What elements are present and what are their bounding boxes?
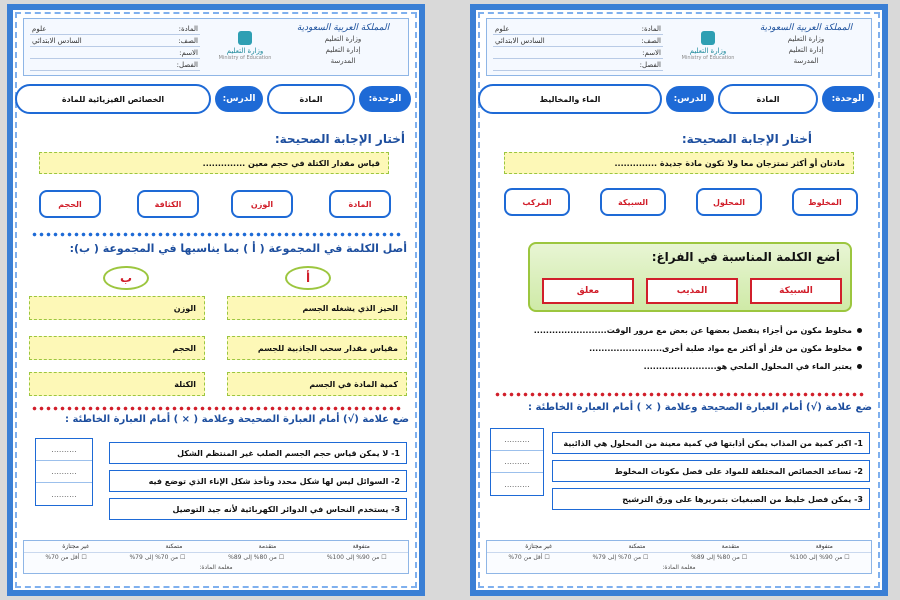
match-item-b[interactable]: الحجم xyxy=(29,336,205,360)
ministry-logo-icon xyxy=(701,31,715,45)
choice-option[interactable]: الحجم xyxy=(39,190,101,218)
field-value: علوم xyxy=(32,25,47,33)
lesson-label: الدرس: xyxy=(666,86,714,112)
bullet-icon xyxy=(857,364,862,369)
fill-sentence[interactable] xyxy=(644,362,862,371)
lesson-label: الدرس: xyxy=(215,86,263,112)
answer-cell[interactable]: .......... xyxy=(36,439,92,461)
choose-section-title: أختار الإجابة الصحيحة: xyxy=(274,132,405,146)
bullet-icon xyxy=(857,328,862,333)
grade-checkbox[interactable]: ☐ من 90% إلى 100% xyxy=(326,554,387,561)
word-bank-item[interactable]: معلق xyxy=(542,278,634,304)
fill-sentence-text: مخلوط مكون من أجزاء ينفصل بعضها عن بعض مع مرور الوقت........................ xyxy=(533,326,852,335)
answer-cell[interactable]: .......... xyxy=(51,489,77,499)
school-label: المدرسة xyxy=(330,57,356,65)
worksheet-page-physical-properties xyxy=(7,4,425,596)
match-item-b[interactable]: الكتلة xyxy=(29,372,205,396)
grade-level: متقدمة xyxy=(721,543,740,550)
choice-options xyxy=(496,188,862,218)
true-false-answers xyxy=(490,428,544,496)
group-a-label: أ xyxy=(285,266,331,290)
choice-option[interactable]: المركب xyxy=(504,188,570,216)
choice-option[interactable]: الكثافة xyxy=(137,190,199,218)
field-class[interactable] xyxy=(30,59,200,71)
field-subject xyxy=(493,23,663,35)
choice-option[interactable]: المحلول xyxy=(696,188,762,216)
field-class[interactable] xyxy=(493,59,663,71)
unit-label: الوحدة: xyxy=(359,86,411,112)
lesson-value: الماء والمخاليط xyxy=(478,84,662,114)
teacher-signature: معلمة المادة: xyxy=(199,564,233,571)
grade-level: متقدمة xyxy=(258,543,277,550)
grading-footer xyxy=(486,540,872,574)
field-label: المادة: xyxy=(178,25,198,33)
grade-ranges xyxy=(24,553,408,563)
grade-level: متمكنة xyxy=(628,543,646,550)
field-label: الاسم: xyxy=(179,49,198,57)
section-divider xyxy=(494,392,864,397)
fill-sentence[interactable] xyxy=(589,344,862,353)
true-false-statement: 1- اكبر كمية من المذاب يمكن أذابتها في كمية معينة من المحلول هي الذائبية xyxy=(552,432,870,454)
match-item-a[interactable]: مقياس مقدار سحب الجاذبية للجسم xyxy=(227,336,407,360)
kingdom-name: المملكة العربية السعودية xyxy=(296,23,390,33)
education-admin: إدارة التعليم xyxy=(325,46,361,54)
logo-label: وزارة التعليم xyxy=(689,47,727,55)
fill-sentence[interactable] xyxy=(534,326,862,335)
lesson-value: الخصائص الفيزيائية للمادة xyxy=(15,84,211,114)
answer-cell[interactable]: .......... xyxy=(491,451,543,473)
choice-option[interactable]: السبيكة xyxy=(600,188,666,216)
student-info-fields xyxy=(493,23,663,71)
ministry-logo xyxy=(675,29,741,69)
grade-checkbox[interactable]: ☐ من 70% إلى 79% xyxy=(592,554,649,561)
unit-lesson-bar xyxy=(484,82,874,116)
field-label: الاسم: xyxy=(642,49,661,57)
choice-option[interactable]: المادة xyxy=(329,190,391,218)
field-grade xyxy=(30,35,200,47)
true-false-statement: 2- السوائل ليس لها شكل محدد وتأخذ شكل الإناء الذي توضع فيه xyxy=(109,470,407,492)
ministry-logo xyxy=(212,29,278,69)
student-info-fields xyxy=(30,23,200,71)
logo-label: وزارة التعليم xyxy=(226,47,264,55)
subject-value: المادة xyxy=(718,84,818,114)
grade-checkbox[interactable]: ☐ أقل من 70% xyxy=(508,554,550,561)
fill-sentence-text: مخلوط مكون من فلز أو أكثر مع مواد صلبة أخرى........................ xyxy=(589,344,852,353)
field-label: الصف: xyxy=(178,37,198,45)
grade-level: متفوقة xyxy=(815,543,833,550)
field-label: الصف: xyxy=(641,37,661,45)
worksheet-header xyxy=(23,18,409,76)
grade-levels xyxy=(487,541,871,553)
match-item-b[interactable]: الوزن xyxy=(29,296,205,320)
teacher-signature: معلمة المادة: xyxy=(662,564,696,571)
unit-label: الوحدة: xyxy=(822,86,874,112)
field-label: المادة: xyxy=(641,25,661,33)
worksheet-header xyxy=(486,18,872,76)
section-divider xyxy=(31,232,401,237)
worksheet-page-water-mixtures xyxy=(470,4,888,596)
choose-question: قياس مقدار الكتلة في حجم معين .............. xyxy=(39,152,389,174)
grade-checkbox[interactable]: ☐ من 70% إلى 79% xyxy=(129,554,186,561)
grade-checkbox[interactable]: ☐ من 80% إلى 89% xyxy=(691,554,748,561)
choose-question: مادتان أو أكثر تمتزجان معا ولا تكون مادة جديدة .............. xyxy=(504,152,854,174)
choose-section-title: أختار الإجابة الصحيحة: xyxy=(681,132,812,146)
grade-checkbox[interactable]: ☐ أقل من 70% xyxy=(45,554,87,561)
grade-level: غير مجتازة xyxy=(62,543,90,550)
group-b-label: ب xyxy=(103,266,149,290)
grade-level: متمكنة xyxy=(165,543,183,550)
ministry-block xyxy=(747,23,865,67)
logo-sublabel: Ministry of Education xyxy=(218,55,272,61)
ministry-name: وزارة التعليم xyxy=(787,35,825,43)
subject-value: المادة xyxy=(267,84,355,114)
grade-level: غير مجتازة xyxy=(525,543,553,550)
match-item-a[interactable]: كمية المادة في الجسم xyxy=(227,372,407,396)
field-value: السادس الابتدائي xyxy=(495,37,545,45)
true-false-statement: 1- لا يمكن قياس حجم الجسم الصلب غير المنتظم الشكل xyxy=(109,442,407,464)
grade-checkbox[interactable]: ☐ من 90% إلى 100% xyxy=(789,554,850,561)
answer-cell[interactable]: .......... xyxy=(504,479,530,489)
unit-lesson-bar xyxy=(21,82,411,116)
match-item-a[interactable]: الحيز الذي يشغله الجسم xyxy=(227,296,407,320)
field-grade xyxy=(493,35,663,47)
true-false-title: ضع علامة (√) أمام العبارة الصحيحة وعلامة ( × ) أمام العبارة الخاطئة : xyxy=(64,414,409,425)
logo-sublabel: Ministry of Education xyxy=(681,55,735,61)
school-label: المدرسة xyxy=(793,57,819,65)
choice-options xyxy=(33,190,399,220)
word-bank-item[interactable]: المذيب xyxy=(646,278,738,304)
grade-levels xyxy=(24,541,408,553)
ministry-name: وزارة التعليم xyxy=(324,35,362,43)
field-label: الفصل: xyxy=(639,61,661,69)
bullet-icon xyxy=(857,346,862,351)
grade-ranges xyxy=(487,553,871,563)
field-label: الفصل: xyxy=(176,61,198,69)
field-subject xyxy=(30,23,200,35)
kingdom-name: المملكة العربية السعودية xyxy=(759,23,853,33)
grading-footer xyxy=(23,540,409,574)
true-false-title: ضع علامة (√) أمام العبارة الصحيحة وعلامة ( × ) أمام العبارة الخاطئة : xyxy=(527,402,872,413)
true-false-statement: 2- تساعد الخصائص المختلفة للمواد على فصل مكونات المخلوط xyxy=(552,460,870,482)
fill-sentence-text: يعتبر الماء في المحلول الملحي هو........................ xyxy=(643,362,852,371)
ministry-logo-icon xyxy=(238,31,252,45)
true-false-answers xyxy=(35,438,93,506)
match-section-title: أصل الكلمة في المجموعة ( أ ) بما يناسبها في المجموعة ( ب): xyxy=(69,242,407,255)
ministry-block xyxy=(284,23,402,67)
grade-level: متفوقة xyxy=(352,543,370,550)
field-value: السادس الابتدائي xyxy=(32,37,82,45)
grade-checkbox[interactable]: ☐ من 80% إلى 89% xyxy=(228,554,285,561)
answer-cell[interactable]: .......... xyxy=(491,429,543,451)
true-false-statement: 3- يستخدم النحاس في الدوائر الكهربائية لأنه جيد التوصيل xyxy=(109,498,407,520)
choice-option[interactable]: الوزن xyxy=(231,190,293,218)
fill-blank-panel xyxy=(528,242,852,312)
word-bank-item[interactable]: السبيكة xyxy=(750,278,842,304)
answer-cell[interactable]: .......... xyxy=(36,461,92,483)
education-admin: إدارة التعليم xyxy=(788,46,824,54)
section-divider xyxy=(31,406,401,411)
field-name[interactable] xyxy=(493,47,663,59)
choice-option[interactable]: المخلوط xyxy=(792,188,858,216)
fill-section-title: أضع الكلمة المناسبة في الفراغ: xyxy=(651,250,840,264)
field-name[interactable] xyxy=(30,47,200,59)
true-false-statement: 3- يمكن فصل خليط من الصبغيات بتمريرها على ورق الترشيح xyxy=(552,488,870,510)
field-value: علوم xyxy=(495,25,510,33)
